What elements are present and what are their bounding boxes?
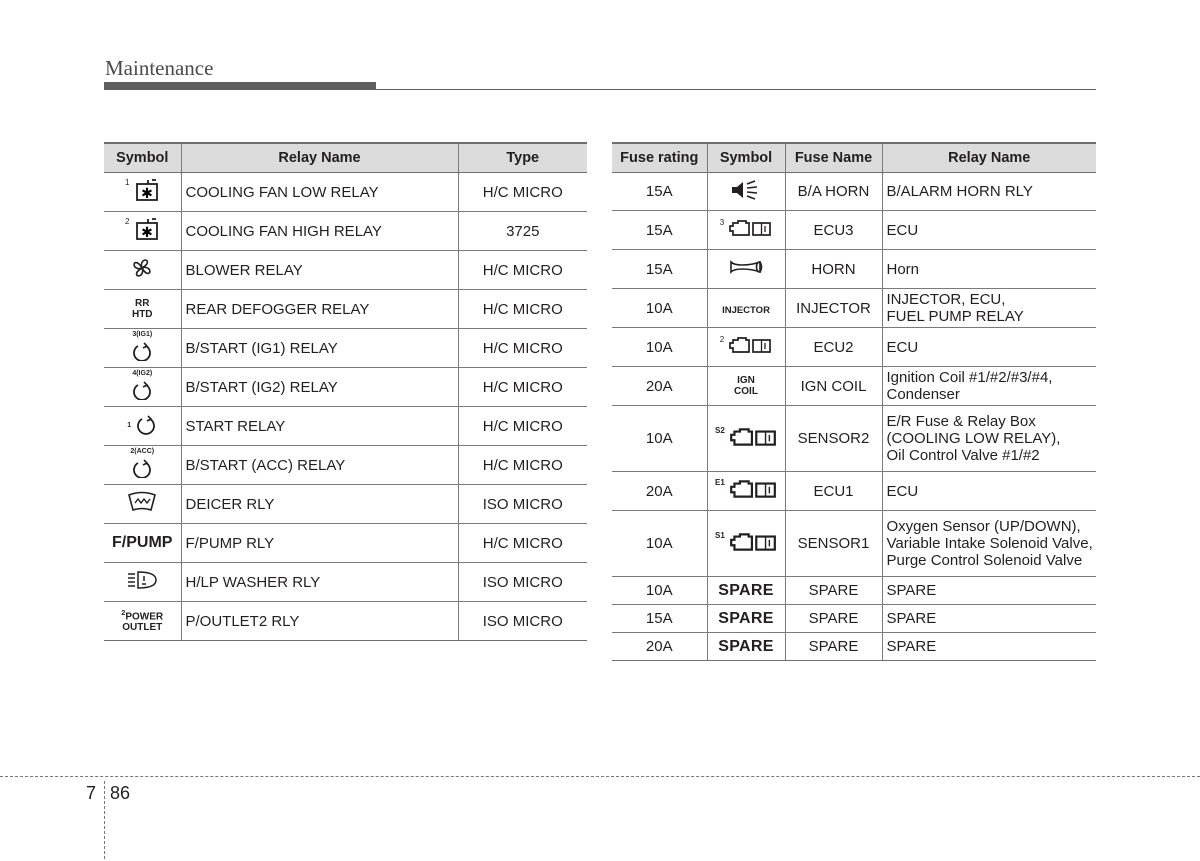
fuse-name-cell: HORN [785,250,882,289]
ign-coil-symbol: IGN COIL [734,374,758,397]
symbol-cell [707,633,785,661]
symbol-cell [104,368,181,407]
symbol-superscript: 2(ACC) [130,448,155,455]
table-row [104,602,587,641]
footer-rule [0,776,1200,777]
relay-name-cell: Oxygen Sensor (UP/DOWN), Variable Intake Solenoid Valve, Purge Control Solenoid Valve [882,511,1096,577]
fuse-rating-cell: 20A [612,633,707,661]
table-row [104,524,587,563]
relay-name-cell: COOLING FAN LOW RELAY [181,173,458,212]
fuse-name-cell: ECU2 [785,328,882,367]
symbol-cell [104,251,181,290]
symbol-cell [707,211,785,250]
svg-text:✱: ✱ [140,186,153,202]
engine-ecu-icon [728,218,772,238]
fuse-name-cell: ECU1 [785,472,882,511]
relay-name-cell: BLOWER RELAY [181,251,458,290]
symbol-superscript: 1 [124,178,130,187]
fuse-rating-cell: 10A [612,289,707,328]
relay-name-cell: DEICER RLY [181,485,458,524]
symbol-cell [707,250,785,289]
header-type: Type [458,143,587,173]
relay-type-cell: H/C MICRO [458,290,587,329]
header-rule-accent [104,82,376,90]
relay-type-cell: ISO MICRO [458,485,587,524]
symbol-superscript: 4(IG2) [132,370,153,377]
engine-ecu-icon [729,531,777,553]
relay-name-cell: B/ALARM HORN RLY [882,173,1096,211]
fuse-rating-cell: 15A [612,605,707,633]
engine-ecu-icon [728,335,772,355]
symbol-cell [707,472,785,511]
fuse-rating-cell: 20A [612,472,707,511]
relay-type-cell: H/C MICRO [458,446,587,485]
symbol-superscript: 2 [719,335,725,344]
symbol-cell [104,407,181,446]
relay-type-cell: H/C MICRO [458,173,587,212]
symbol-superscript: 3(IG1) [132,331,153,338]
symbol-cell [707,173,785,211]
relay-type-cell: 3725 [458,212,587,251]
header-relay-name: Relay Name [181,143,458,173]
fuse-table-header [612,143,1096,173]
table-row [104,485,587,524]
symbol-cell [707,289,785,328]
relay-name-cell: SPARE [882,605,1096,633]
table-row [612,328,1096,367]
cooling-fan-relay-icon [134,217,160,241]
horn-icon [728,257,764,277]
engine-ecu-icon [729,426,777,448]
headlamp-washer-icon [126,569,158,591]
table-row [612,472,1096,511]
header-relay-name: Relay Name [882,143,1096,173]
relay-type-cell: H/C MICRO [458,407,587,446]
fuse-rating-cell: 10A [612,511,707,577]
blower-fan-icon [129,255,155,281]
symbol-superscript: S2 [715,425,725,435]
fuse-name-cell: IGN COIL [785,367,882,406]
symbol-cell [104,602,181,641]
table-row [612,367,1096,406]
table-row [104,329,587,368]
relay-name-cell: Horn [882,250,1096,289]
table-row [612,577,1096,605]
cooling-fan-relay-icon [134,178,160,202]
symbol-cell [104,173,181,212]
table-row [104,290,587,329]
engine-ecu-icon [729,478,777,500]
start-circle-arrow-icon [131,341,153,361]
header-fuse-rating: Fuse rating [612,143,707,173]
symbol-superscript: 1 [127,422,132,429]
relay-table-header [104,143,587,173]
table-row [612,211,1096,250]
page-number: 86 [110,783,131,803]
relay-type-cell: H/C MICRO [458,524,587,563]
power-outlet-symbol: $^2$POWER OUTLET [121,609,164,634]
relay-type-cell: ISO MICRO [458,563,587,602]
fuse-name-cell: SENSOR1 [785,511,882,577]
fuse-name-cell: SPARE [785,605,882,633]
header-rule [376,89,1096,90]
fuse-table [612,142,1096,661]
spare-symbol: SPARE [718,609,774,627]
spare-symbol: SPARE [718,581,774,599]
relay-type-cell: ISO MICRO [458,602,587,641]
table-row [104,407,587,446]
symbol-cell [104,212,181,251]
symbol-superscript: E1 [715,478,725,487]
table-row [612,511,1096,577]
relay-name-cell: Ignition Coil #1/#2/#3/#4, Condenser [882,367,1096,406]
table-row [612,289,1096,328]
start-circle-arrow-icon [135,413,157,435]
fuse-rating-cell: 20A [612,367,707,406]
symbol-superscript: S1 [715,530,725,540]
fuse-rating-cell: 15A [612,173,707,211]
windshield-deicer-icon [127,491,157,513]
table-row [104,173,587,212]
relay-name-cell: START RELAY [181,407,458,446]
symbol-cell [104,329,181,368]
svg-text:✱: ✱ [140,225,153,241]
fuse-name-cell: SENSOR2 [785,406,882,472]
relay-name-cell: B/START (IG1) RELAY [181,329,458,368]
f-pump-symbol: F/PUMP [112,534,173,551]
relay-name-cell: ECU [882,211,1096,250]
fuse-name-cell: B/A HORN [785,173,882,211]
section-title: Maintenance [105,56,214,80]
relay-name-cell: INJECTOR, ECU, FUEL PUMP RELAY [882,289,1096,328]
table-row [104,563,587,602]
relay-table [104,142,587,641]
relay-name-cell: H/LP WASHER RLY [181,563,458,602]
header-symbol: Symbol [707,143,785,173]
relay-type-cell: H/C MICRO [458,251,587,290]
relay-name-cell: B/START (ACC) RELAY [181,446,458,485]
fuse-name-cell: INJECTOR [785,289,882,328]
symbol-cell [707,328,785,367]
symbol-cell [707,605,785,633]
relay-name-cell: ECU [882,328,1096,367]
symbol-cell [707,577,785,605]
fuse-name-cell: SPARE [785,577,882,605]
table-row [612,173,1096,211]
symbol-cell [104,290,181,329]
spare-symbol: SPARE [718,637,774,655]
chapter-number: 7 [86,783,97,803]
relay-type-cell: H/C MICRO [458,329,587,368]
table-row [104,368,587,407]
relay-name-cell: SPARE [882,633,1096,661]
relay-name-cell: SPARE [882,577,1096,605]
symbol-cell [104,485,181,524]
relay-name-cell: B/START (IG2) RELAY [181,368,458,407]
injector-symbol: INJECTOR [722,304,770,316]
relay-name-cell: ECU [882,472,1096,511]
footer-divider [104,781,105,859]
fuse-name-cell: ECU3 [785,211,882,250]
header-symbol: Symbol [104,143,181,173]
table-row [104,446,587,485]
rr-htd-symbol: RR HTD [131,297,153,320]
relay-name-cell: COOLING FAN HIGH RELAY [181,212,458,251]
table-row [104,212,587,251]
symbol-cell [707,367,785,406]
fuse-rating-cell: 15A [612,211,707,250]
fuse-rating-cell: 10A [612,577,707,605]
table-row [104,251,587,290]
relay-name-cell: P/OUTLET2 RLY [181,602,458,641]
relay-name-cell: E/R Fuse & Relay Box (COOLING LOW RELAY), Oil Control Valve #1/#2 [882,406,1096,472]
symbol-cell [707,406,785,472]
symbol-cell [707,511,785,577]
fuse-rating-cell: 10A [612,406,707,472]
start-circle-arrow-icon [131,458,153,478]
symbol-cell [104,563,181,602]
relay-type-cell: H/C MICRO [458,368,587,407]
relay-name-cell: F/PUMP RLY [181,524,458,563]
symbol-superscript: 2 [124,217,130,226]
symbol-superscript: 3 [719,218,725,227]
start-circle-arrow-icon [131,380,153,400]
table-row [612,633,1096,661]
symbol-cell [104,524,181,563]
fuse-rating-cell: 10A [612,328,707,367]
fuse-rating-cell: 15A [612,250,707,289]
table-row [612,250,1096,289]
table-row [612,605,1096,633]
table-row [612,406,1096,472]
fuse-name-cell: SPARE [785,633,882,661]
header-fuse-name: Fuse Name [785,143,882,173]
symbol-cell [104,446,181,485]
alarm-horn-icon [729,178,763,202]
relay-name-cell: REAR DEFOGGER RELAY [181,290,458,329]
